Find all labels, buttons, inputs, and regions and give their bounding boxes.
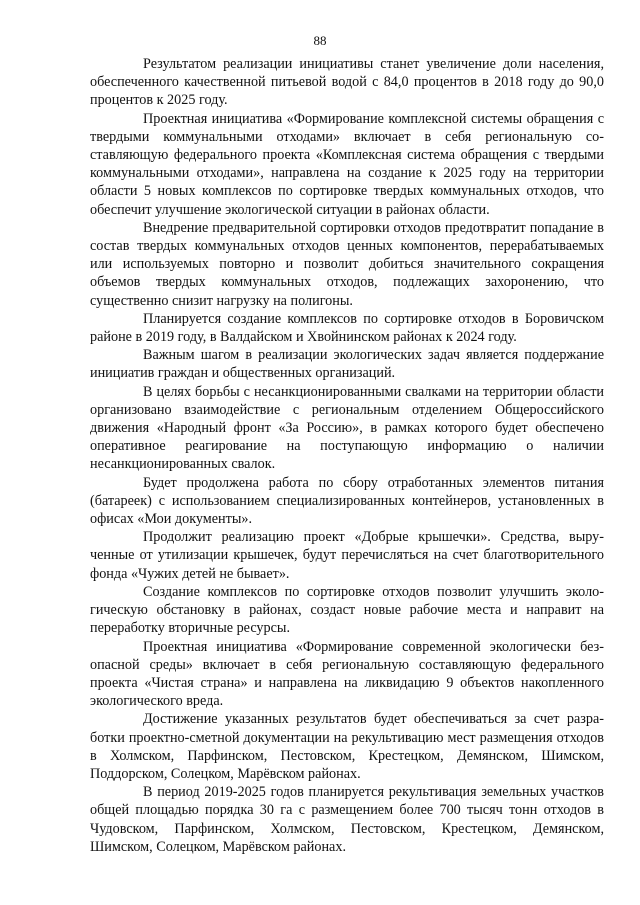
page-number: 88	[313, 33, 327, 48]
paragraph: Продолжит реализацию проект «Добрые крышечки». Средства, вырученные от утилизации крышечек, будут перечисляться на счет благотворительного фонда «Чужих детей не бывает».	[90, 529, 604, 582]
body-text	[90, 55, 604, 856]
paragraph: Результатом реализации инициативы станет увеличение доли населения, обеспеченного качественной питьевой водой с 84,0 процентов в 2018 году до 90,0 процентов к 2025 году.	[90, 56, 604, 109]
paragraph: Проектная инициатива «Формирование современной экологически безопасной среды» включает в себя региональную составляющую федерального проекта «Чистая страна» и направлена на ликвидацию 9 объектов накопленного экологического вреда.	[90, 638, 604, 710]
paragraph: В целях борьбы с несанкционированными свалками на территории области организовано взаимодействие с региональным отделением Общероссийского движения «Народный фронт «За Россию», в рамках которого будет обеспечено оперативное реагирование на поступающую информацию о наличии несанкционированных свалок.	[90, 383, 604, 473]
paragraph: Проектная инициатива «Формирование комплексной системы обращения с твердыми коммунальными отходами» включает в себя региональную составляющую федерального проекта «Комплексная система обращения с твердыми коммунальными отходами», направлена на создание к 2025 году на территории области 5 новых комплексов по сортировке твердых коммунальных отходов, что обеспечит улучшение экологической ситуации в районах области.	[90, 110, 604, 218]
paragraph: В период 2019-2025 годов планируется рекультивация земельных участков общей площадью порядка 30 га с размещением более 700 тысяч тонн отходов в Чудовском, Парфинском, Холмском, Пестовском, Крестецком, Демянском, Шимском, Солецком, Марёвском районах.	[90, 784, 604, 855]
paragraph: Внедрение предварительной сортировки отходов предотвратит попадание в состав твердых коммунальных отходов ценных компонентов, перерабатываемых или используемых повторно и позволит добиться значительного сокращения объемов твердых коммунальных отходов, подлежащих захоронению, что существенно снизит нагрузку на полигоны.	[90, 219, 604, 309]
paragraph: Достижение указанных результатов будет обеспечиваться за счет разработки проектно-сметной документации на рекультивацию мест размещения отходов в Холмском, Парфинском, Пестовском, Крестецком, Демянском, Шимском, Поддорском, Солецком, Марёвском районах.	[90, 711, 604, 782]
paragraph: Планируется создание комплексов по сортировке отходов в Боровичском районе в 2019 году, в Валдайском и Хвойнинском районах к 2024 году.	[90, 310, 604, 346]
paragraph: Создание комплексов по сортировке отходов позволит улучшить экологическую обстановку в районах, создаст новые рабочие места и направит на переработку вторичные ресурсы.	[90, 583, 604, 637]
paragraph: Важным шагом в реализации экологических задач является поддержание инициатив граждан и общественных организаций.	[90, 347, 604, 382]
paragraph: Будет продолжена работа по сбору отработанных элементов питания (батареек) с использованием специализированных контейнеров, установленных в офисах «Мои документы».	[90, 474, 604, 528]
